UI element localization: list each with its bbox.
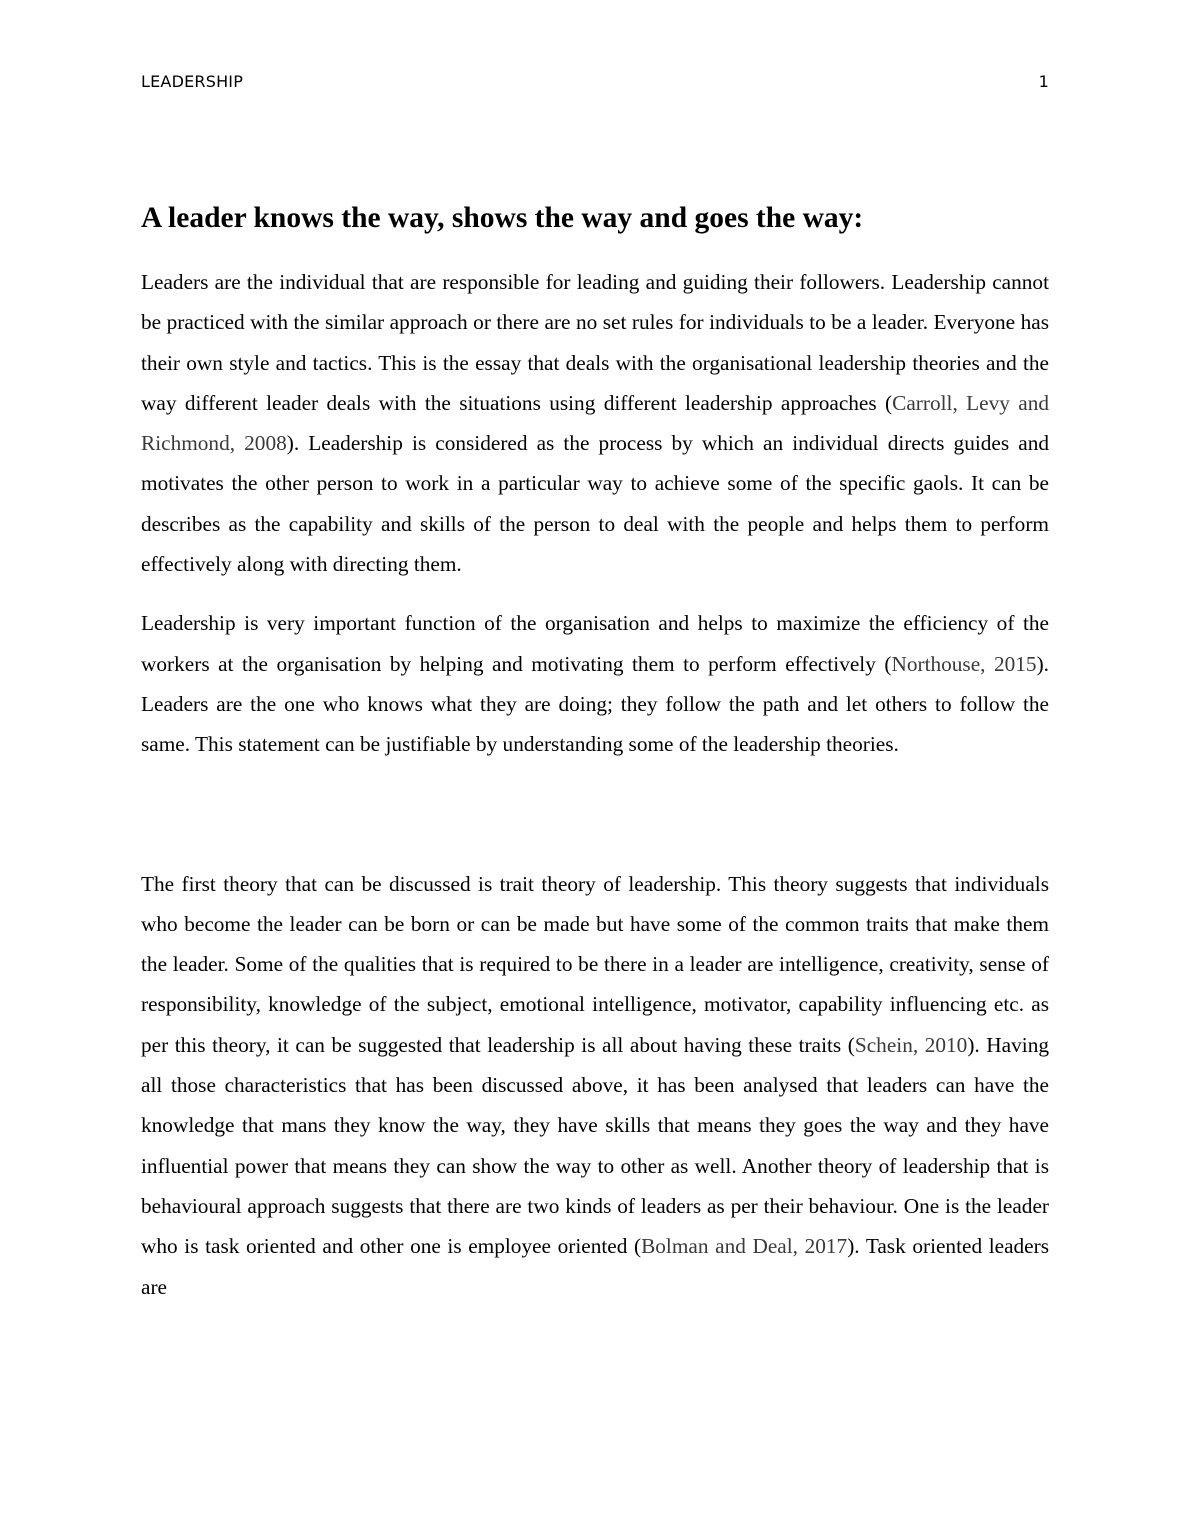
paragraph-text: ). Leaders are the one who knows what they are doing; they follow the path and let others to follow the same. This statement can be justifiable by understanding some of the leadership theories.	[141, 651, 1050, 757]
paragraph-text: Leaders are the individual that are responsible for leading and guiding their followers. Leadership cannot be practiced with the similar approach or there are no set rules for individuals to be a leader. Everyone has their own style and tactics. This is the essay that deals with the organisational leadership theories and the way different leader deals with the situations using different leadership approaches (	[141, 270, 1049, 415]
document-body	[141, 198, 1049, 1307]
running-head-title: LEADERSHIP	[141, 72, 244, 91]
paragraph-intro	[141, 262, 1049, 584]
essay-title: A leader knows the way, shows the way and goes the way:	[141, 202, 864, 234]
paragraph-text: Leadership is very important function of the organisation and helps to maximize the efficiency of the workers at the organisation by helping and motivating them to perform effectively (	[141, 611, 1049, 676]
paragraph-text: ). Having all those characteristics that has been discussed above, it has been analysed that leaders can have the knowledge that mans they know the way, they have skills that means they goes the way and they have influential power that means they can show the way to other as well. Another theory of leadership that is behavioural approach suggests that there are two kinds of leaders as per their behaviour. One is the leader who is task oriented and other one is employee oriented (	[141, 1032, 1050, 1259]
citation: Bolman and Deal, 2017	[641, 1234, 848, 1259]
citation: Carroll, Levy and Richmond, 2008	[141, 390, 1049, 456]
paragraph-text: The first theory that can be discussed is trait theory of leadership. This theory suggests that individuals who become the leader can be born or can be made but have some of the common traits that make them the leader. Some of the qualities that is required to be there in a leader are intelligence, creativity, sense of responsibility, knowledge of the subject, emotional intelligence, motivator, capability influencing etc. as per this theory, it can be suggested that leadership is all about having these traits (	[141, 871, 1049, 1057]
page-number: 1	[1038, 72, 1049, 91]
paragraph-theories	[141, 864, 1049, 1307]
page-header	[141, 72, 1049, 91]
paragraph-importance	[141, 603, 1049, 764]
paragraph-text: ). Leadership is considered as the process by which an individual directs guides and motivates the other person to work in a particular way to achieve some of the specific gaols. It can be describes as the capability and skills of the person to deal with the people and helps them to perform effectively along with directing them.	[141, 431, 1049, 577]
citation: Northouse, 2015	[891, 651, 1037, 676]
citation: Schein, 2010	[854, 1032, 968, 1057]
paragraph-text: ). Task oriented leaders are	[141, 1234, 1050, 1299]
